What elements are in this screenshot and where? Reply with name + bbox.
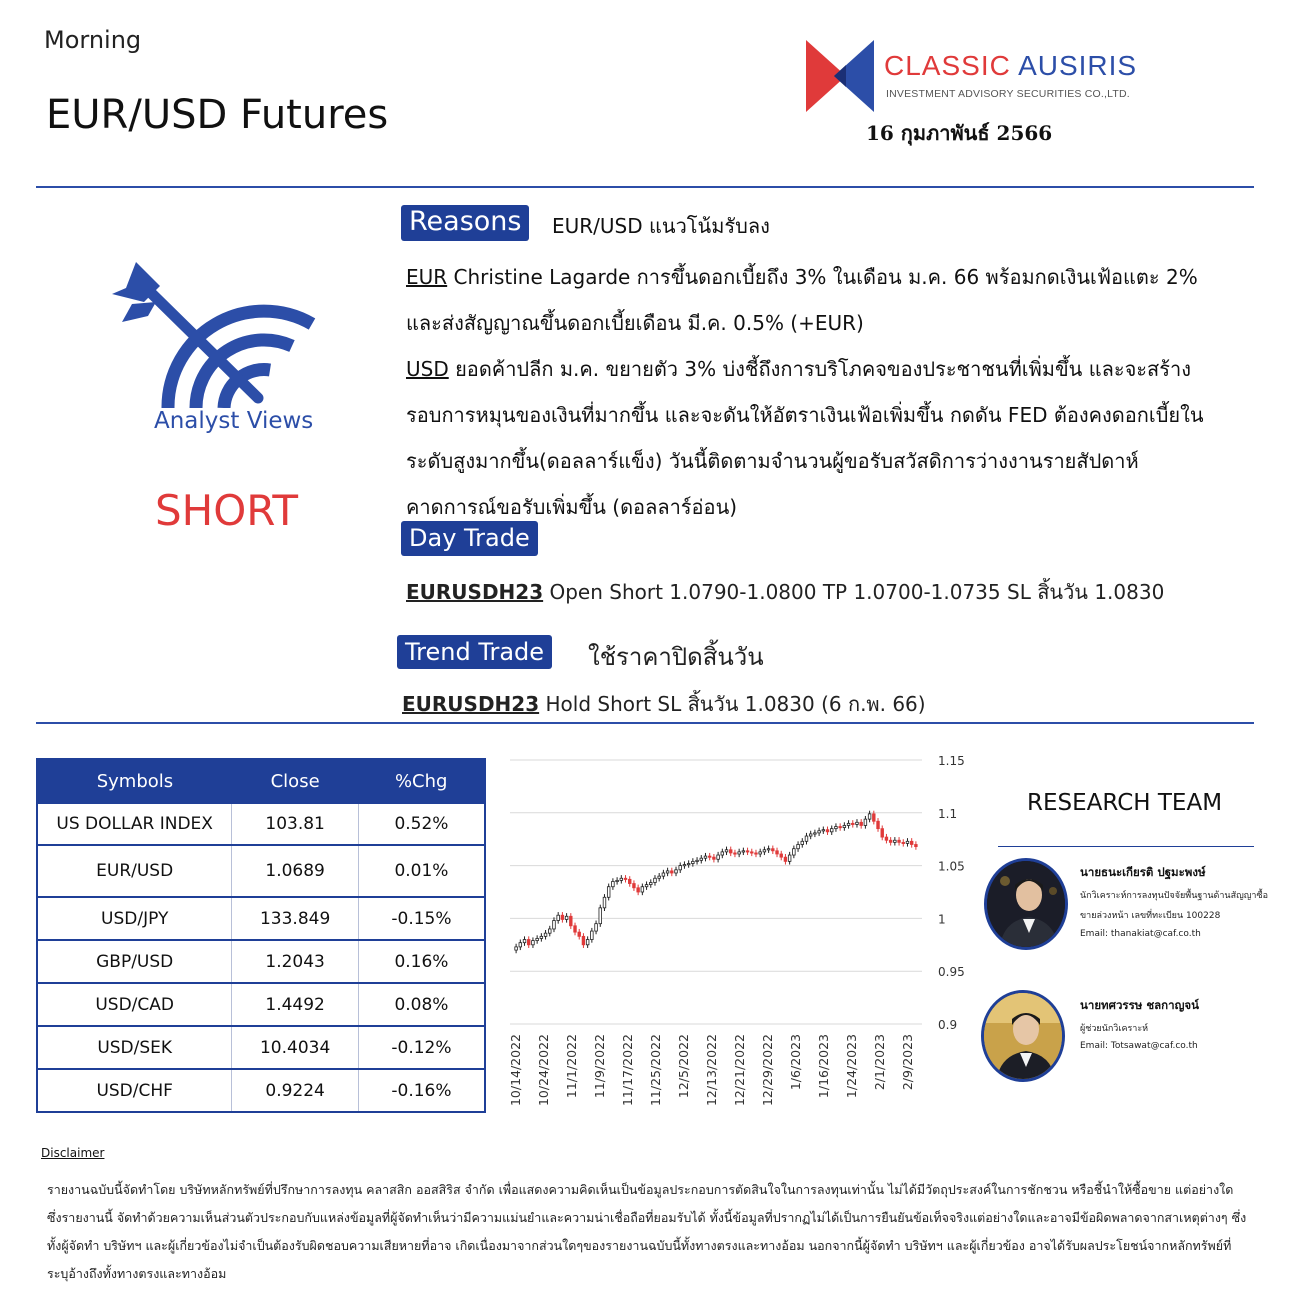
candle-body <box>814 833 817 834</box>
candle-body <box>532 941 535 945</box>
candle-body <box>561 915 564 919</box>
price-chart <box>498 746 978 1120</box>
candle-body <box>645 885 648 887</box>
x-tick-label: 11/17/2022 <box>620 1034 635 1107</box>
eur-paragraph <box>406 254 1198 346</box>
candle-body <box>536 938 539 940</box>
logo-name <box>884 50 1137 82</box>
candle-body <box>641 887 644 892</box>
table-row <box>37 803 485 845</box>
candle-body <box>591 931 594 939</box>
analyst-2-role: ผู้ช่วยนักวิเคราะห์ <box>1080 1024 1149 1034</box>
candle-body <box>548 929 551 933</box>
candle-body <box>801 841 804 844</box>
usd-label: USD <box>406 357 449 381</box>
candle-body <box>523 940 526 943</box>
row-symbol: USD/CAD <box>37 983 232 1026</box>
day-trade-text: Open Short 1.0790-1.0800 TP 1.0700-1.0735 SL สิ้นวัน 1.0830 <box>543 580 1165 604</box>
candle-body <box>527 940 530 945</box>
candle-body <box>662 873 665 876</box>
analyst-1-avatar <box>984 858 1068 950</box>
candle-body <box>721 852 724 855</box>
analyst-1-name: นายธนะเกียรติ ปฐมะพงษ์ <box>1080 865 1206 879</box>
candle-body <box>582 936 585 944</box>
candle-body <box>729 850 732 853</box>
disclaimer-title: Disclaimer <box>41 1146 105 1160</box>
row-close: 103.81 <box>232 803 359 845</box>
target-arrow-icon <box>108 258 324 408</box>
candle-body <box>553 921 556 929</box>
candle-body <box>847 823 850 825</box>
reasons-note: EUR/USD แนวโน้มรับลง <box>552 214 770 238</box>
usd-paragraph <box>406 346 1204 530</box>
divider-top <box>36 186 1254 188</box>
candle-body <box>717 855 720 859</box>
candle-body <box>654 878 657 882</box>
candle-body <box>763 850 766 852</box>
candle-body <box>788 855 791 861</box>
row-close: 1.2043 <box>232 940 359 983</box>
row-chg: 0.52% <box>358 803 485 845</box>
reasons-tag: Reasons <box>401 205 529 241</box>
candle-body <box>860 822 863 825</box>
row-chg: 0.08% <box>358 983 485 1026</box>
candle-body <box>843 825 846 827</box>
candle-body <box>607 887 610 898</box>
row-chg: 0.01% <box>358 845 485 897</box>
row-symbol: EUR/USD <box>37 845 232 897</box>
candle-body <box>864 819 867 825</box>
table-row <box>37 1026 485 1069</box>
trend-trade-symbol: EURUSDH23 <box>402 692 540 716</box>
trade-call-label: SHORT <box>155 486 299 535</box>
x-tick-label: 11/25/2022 <box>648 1034 663 1107</box>
report-date: 16 กุมภาพันธ์ 2566 <box>866 121 1053 145</box>
company-logo <box>806 40 1150 112</box>
usd-line-1-text: ยอดค้าปลีก ม.ค. ขยายตัว 3% บ่งชี้ถึงการบริโภคจของประชาชนที่เพิ่มขึ้น และจะสร้าง <box>448 357 1191 381</box>
candle-body <box>742 851 745 852</box>
row-symbol: GBP/USD <box>37 940 232 983</box>
candle-body <box>658 876 661 878</box>
row-chg: -0.16% <box>358 1069 485 1112</box>
logo-subtitle: INVESTMENT ADVISORY SECURITIES CO.,LTD. <box>886 88 1130 100</box>
candle-body <box>772 849 775 851</box>
candle-body <box>830 829 833 832</box>
x-tick-label: 1/6/2023 <box>788 1034 803 1091</box>
eur-line-1-text: Christine Lagarde การขึ้นดอกเบี้ยถึง 3% ในเดือน ม.ค. 66 พร้อมกดเงินเฟ้อแตะ 2% <box>447 265 1198 289</box>
x-tick-label: 1/24/2023 <box>844 1034 859 1099</box>
candle-body <box>898 840 901 842</box>
analyst-2-name: นายทศวรรษ ชลกาญจน์ <box>1080 998 1200 1012</box>
candle-body <box>574 926 577 932</box>
quote-table <box>36 758 486 1113</box>
candle-body <box>755 853 758 854</box>
report-title: EUR/USD Futures <box>46 92 389 138</box>
candle-body <box>915 844 918 846</box>
trend-trade-tag: Trend Trade <box>397 635 552 669</box>
x-tick-label: 2/1/2023 <box>872 1034 887 1091</box>
header-chg: %Chg <box>358 759 485 803</box>
candle-body <box>767 849 770 850</box>
candle-body <box>671 871 674 873</box>
analyst-views-label: Analyst Views <box>154 408 314 434</box>
candle-body <box>544 933 547 936</box>
candle-body <box>835 827 838 829</box>
row-symbol: USD/SEK <box>37 1026 232 1069</box>
candle-body <box>839 827 842 828</box>
x-tick-label: 11/1/2022 <box>564 1034 579 1099</box>
candle-body <box>759 852 762 854</box>
x-tick-label: 2/9/2023 <box>900 1034 915 1091</box>
candle-body <box>687 863 690 864</box>
candle-body <box>746 851 749 852</box>
candle-body <box>620 878 623 880</box>
y-tick-label: 1.15 <box>938 754 965 768</box>
header-symbols: Symbols <box>37 759 232 803</box>
x-tick-label: 1/16/2023 <box>816 1034 831 1099</box>
day-trade-tag: Day Trade <box>401 521 538 556</box>
row-close: 10.4034 <box>232 1026 359 1069</box>
person-photo-icon <box>987 861 1068 950</box>
x-tick-label: 10/14/2022 <box>508 1034 523 1107</box>
row-symbol: USD/CHF <box>37 1069 232 1112</box>
candle-body <box>637 888 640 892</box>
usd-line-3: ระดับสูงมากขึ้น(ดอลลาร์แข็ง) วันนี้ติดตามจำนวนผู้ขอรับสวัสดิการว่างงานรายสัปดาห์ <box>406 449 1139 473</box>
x-tick-label: 11/9/2022 <box>592 1034 607 1099</box>
candle-body <box>666 871 669 873</box>
candle-body <box>519 943 522 947</box>
person-photo-icon <box>984 993 1065 1082</box>
candle-body <box>633 884 636 888</box>
table-row <box>37 897 485 940</box>
y-tick-label: 1.05 <box>938 859 965 874</box>
research-divider <box>998 846 1254 847</box>
candle-body <box>675 870 678 873</box>
analyst-1-role-line-2: ขายล่วงหน้า เลขที่ทะเบียน 100228 <box>1080 911 1221 921</box>
table-row <box>37 1069 485 1112</box>
table-row <box>37 940 485 983</box>
header-close: Close <box>232 759 359 803</box>
candle-body <box>906 841 909 843</box>
table-row <box>37 845 485 897</box>
candle-body <box>894 840 897 842</box>
research-team-title: RESEARCH TEAM <box>1027 790 1223 816</box>
candle-body <box>515 947 518 950</box>
eur-line-2: และส่งสัญญาณขึ้นดอกเบี้ยเดือน มี.ค. 0.5% (+EUR) <box>406 311 864 335</box>
eur-line-1 <box>406 254 1198 300</box>
row-chg: -0.12% <box>358 1026 485 1069</box>
table-header-row <box>37 759 485 803</box>
row-close: 1.4492 <box>232 983 359 1026</box>
candle-body <box>586 940 589 945</box>
usd-line-1 <box>406 346 1204 392</box>
candle-body <box>570 916 573 926</box>
candle-body <box>873 814 876 821</box>
logo-mark-icon <box>806 40 874 112</box>
row-close: 0.9224 <box>232 1069 359 1112</box>
trend-trade-note: ใช้ราคาปิดสิ้นวัน <box>588 643 764 671</box>
analyst-2-email: Email: Totsawat@caf.co.th <box>1080 1041 1198 1051</box>
disclaimer-text: รายงานฉบับนี้จัดทำโดย บริษัทหลักทรัพย์ที่ปรึกษาการลงทุน คลาสสิก ออสสิริส จำกัด เพื่อแสดงความคิดเห็นเป็นข้อมูลประกอบการตัดสินใจในการลงทุนเท่านั้น ไม่ได้มีวัตถุประสงค์ในการชักชวน หรือชี้นำให้ซื้อขาย แต่อย่างใด ซึ่งรายงานนี้ จัดทำด้วยความเห็นส่วนตัวประกอบกับแหล่งข้อมูลที่ผู้จัดทำเห็นว่ามีความแม่นยำและความน่าเชื่อถือที่ยอมรับได้ ทั้งนี้ข้อมูลที่ปรากฏไม่ได้เป็นการยืนยันข้อเท็จจริงแต่อย่างใดและอาจมีข้อผิดพลาดจากสาเหตุต่างๆ ซึ่งทั้งผู้จัดทำ บริษัทฯ และผู้เกี่ยวข้องไม่จำเป็นต้องรับผิดชอบความเสียหายที่อาจ เกิดเนื่องมาจากส่วนใดๆของรายงานฉบับนี้ทั้งทางตรงและทางอ้อม นอกจากนี้ผู้จัดทำ บริษัทฯ และผู้เกี่ยวข้อง อาจได้รับผลประโยชน์จากหลักทรัพย์ที่ระบุอ้างถึงทั้งทางตรงและทางอ้อม <box>47 1182 1247 1281</box>
logo-name-part1: CLASSIC <box>884 50 1011 81</box>
eur-label: EUR <box>406 265 448 289</box>
candle-body <box>780 854 783 857</box>
day-trade-symbol: EURUSDH23 <box>406 580 544 604</box>
usd-line-2: รอบการหมุนของเงินที่มากขึ้น และจะดันให้อัตราเงินเฟ้อเพิ่มขึ้น กดดัน FED ต้องคงดอกเบี้ยใน <box>406 403 1204 427</box>
y-tick-label: 0.95 <box>938 965 965 980</box>
candle-body <box>683 865 686 866</box>
x-tick-label: 12/5/2022 <box>676 1034 691 1099</box>
divider-middle <box>36 722 1254 724</box>
candle-body <box>713 857 716 859</box>
candle-body <box>776 851 779 854</box>
candle-body <box>616 880 619 881</box>
candle-body <box>540 936 543 938</box>
row-chg: 0.16% <box>358 940 485 983</box>
candle-body <box>628 879 631 883</box>
candle-body <box>809 834 812 836</box>
candle-body <box>868 814 871 819</box>
row-symbol: US DOLLAR INDEX <box>37 803 232 845</box>
trend-trade-line <box>402 688 926 720</box>
candle-body <box>595 924 598 931</box>
candle-body <box>818 831 821 833</box>
y-tick-label: 1.1 <box>938 806 958 821</box>
row-close: 133.849 <box>232 897 359 940</box>
candle-body <box>885 837 888 840</box>
candle-body <box>603 897 606 908</box>
candle-body <box>738 852 741 854</box>
usd-line-4: คาดการณ์ขอรับเพิ่มขึ้น (ดอลลาร์อ่อน) <box>406 495 738 519</box>
candle-body <box>692 861 695 863</box>
candle-body <box>805 836 808 841</box>
candle-body <box>822 830 825 831</box>
logo-name-part2: AUSIRIS <box>1018 50 1138 81</box>
candle-body <box>881 829 884 837</box>
candle-body <box>910 841 913 844</box>
candle-body <box>902 842 905 843</box>
candle-body <box>679 866 682 870</box>
candle-body <box>851 823 854 824</box>
candle-body <box>708 856 711 857</box>
candle-body <box>696 860 699 861</box>
table-row <box>37 983 485 1026</box>
row-symbol: USD/JPY <box>37 897 232 940</box>
candle-body <box>700 858 703 860</box>
trend-trade-text: Hold Short SL สิ้นวัน 1.0830 (6 ก.พ. 66) <box>539 692 926 716</box>
x-tick-label: 12/21/2022 <box>732 1034 747 1107</box>
candle-body <box>856 822 859 824</box>
candle-body <box>826 830 829 832</box>
candle-body <box>704 856 707 858</box>
candle-body <box>877 821 880 828</box>
candle-body <box>624 878 627 879</box>
day-trade-line <box>406 576 1164 608</box>
session-label: Morning <box>44 26 142 54</box>
candle-body <box>793 849 796 855</box>
row-chg: -0.15% <box>358 897 485 940</box>
x-tick-label: 10/24/2022 <box>536 1034 551 1107</box>
y-tick-label: 1 <box>938 912 946 927</box>
row-close: 1.0689 <box>232 845 359 897</box>
x-tick-label: 12/13/2022 <box>704 1034 719 1107</box>
candle-body <box>557 915 560 920</box>
analyst-1-role-line-1: นักวิเคราะห์การลงทุนปัจจัยพื้นฐานด้านสัญญาซื้อ <box>1080 891 1268 901</box>
candle-body <box>565 916 568 919</box>
y-tick-label: 0.9 <box>938 1018 958 1032</box>
candle-body <box>578 932 581 936</box>
candle-body <box>797 844 800 848</box>
candle-body <box>725 850 728 852</box>
candle-body <box>599 908 602 924</box>
candle-body <box>612 881 615 886</box>
candle-body <box>889 840 892 842</box>
candle-body <box>750 852 753 853</box>
analyst-1-email: Email: thanakiat@caf.co.th <box>1080 929 1201 939</box>
candle-body <box>784 857 787 861</box>
analyst-2-avatar <box>981 990 1065 1082</box>
candle-body <box>649 882 652 884</box>
candle-body <box>734 853 737 854</box>
x-tick-label: 12/29/2022 <box>760 1034 775 1107</box>
